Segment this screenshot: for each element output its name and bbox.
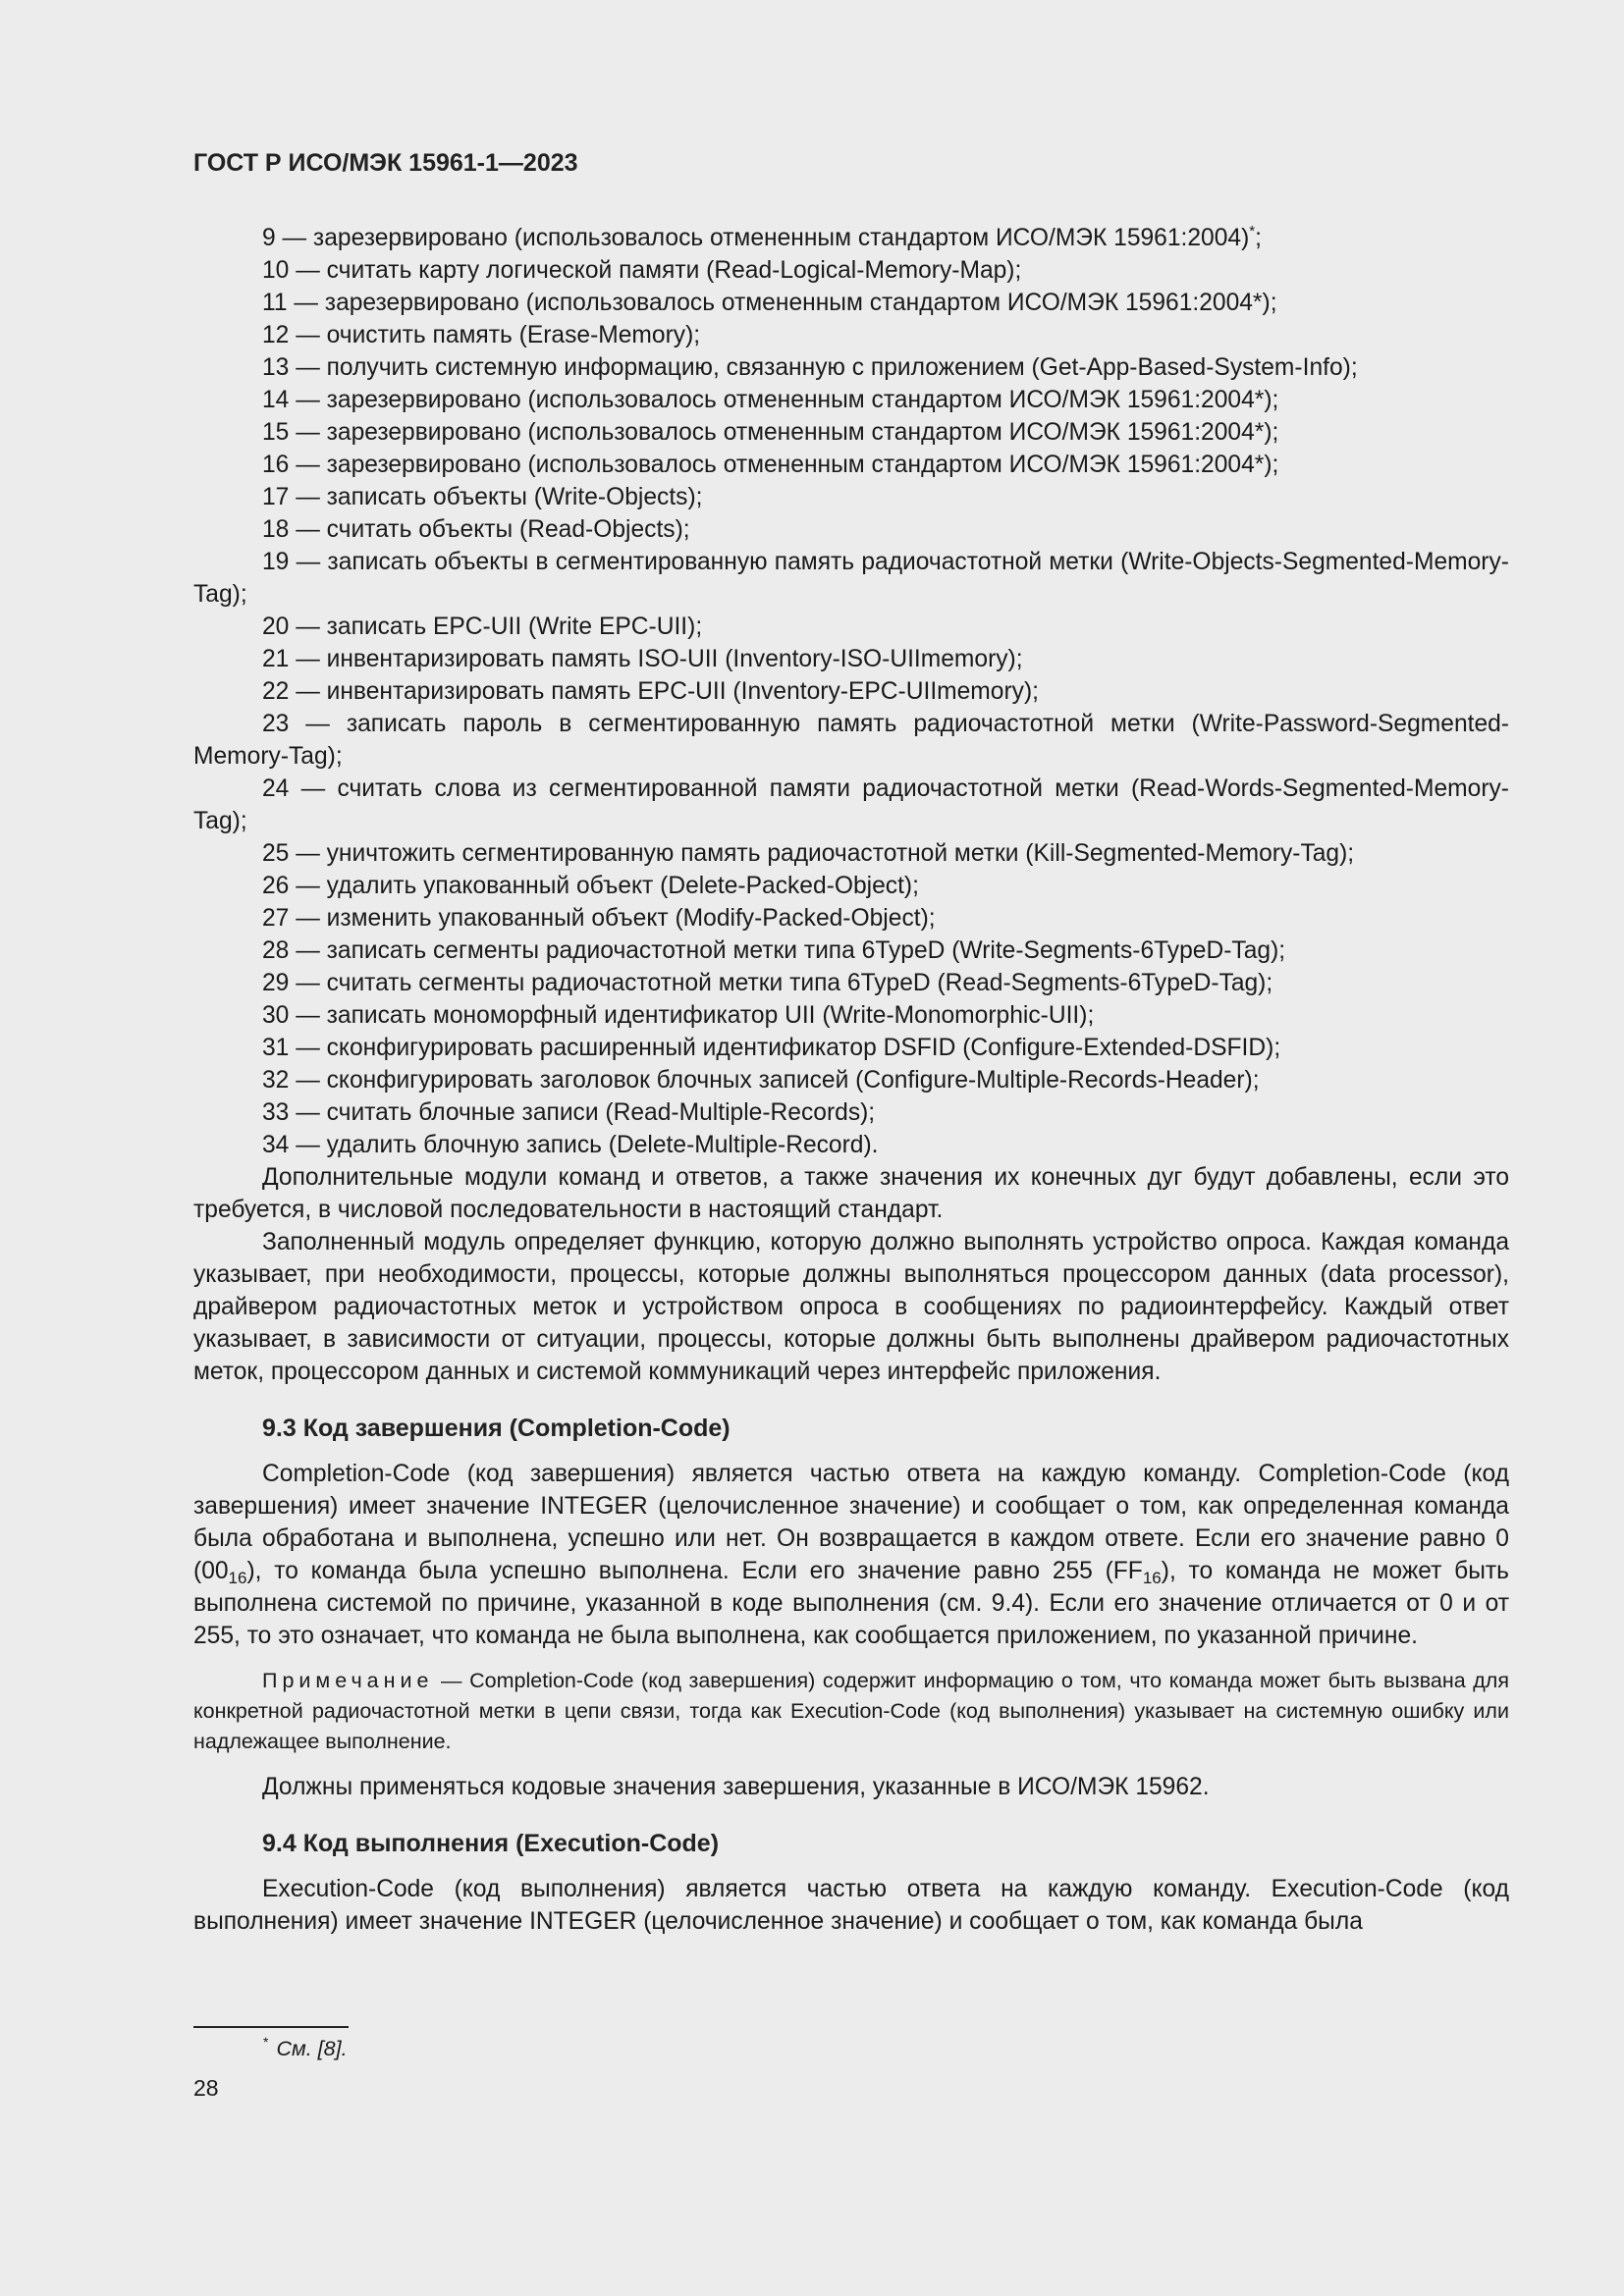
list-item [193, 319, 1509, 351]
list-item-text: 24 — считать слова из сегментированной памяти радиочастотной метки (Read-Words-Segmented-Memory-Tag); [193, 775, 1509, 834]
list-item [193, 999, 1509, 1032]
page-header: ГОСТ Р ИСО/МЭК 15961-1—2023 [193, 149, 578, 177]
list-item [193, 287, 1509, 319]
list-item-text: 18 — считать объекты (Read-Objects); [262, 516, 690, 543]
paragraph-completion-values: Должны применяться кодовые значения завершения, указанные в ИСО/МЭК 15962. [262, 1774, 1210, 1800]
list-item [193, 870, 1509, 902]
list-item [193, 384, 1509, 416]
list-item-text: 30 — записать мономорфный идентификатор UII (Write-Monomorphic-UII); [262, 1002, 1095, 1029]
list-item [193, 416, 1509, 449]
list-item [193, 708, 1509, 773]
text-segment: ), то команда была успешно выполнена. Если его значение равно 255 (FF [246, 1558, 1143, 1584]
list-item-text: 14 — зарезервировано (использовалось отмененным стандартом ИСО/МЭК 15961:2004*); [262, 387, 1279, 413]
text-segment: Completion-Code (код завершения) является частью ответа на каждую команду. Completion-Code (код завершения) имеет значение INTEGER (целочисленное значение) и сообщает о том, как определенная команда была обработана и выполнена, успешно или нет. Он возвращается в каждом ответе. Если его значение равно 0 (00 [193, 1461, 1509, 1584]
list-item [193, 967, 1509, 999]
list-item-text: 33 — считать блочные записи (Read-Multiple-Records); [262, 1099, 876, 1126]
list-item [193, 773, 1509, 837]
list-item [193, 1096, 1509, 1129]
list-item [193, 837, 1509, 870]
list-item [193, 902, 1509, 934]
list-item-text: 9 — зарезервировано (использовалось отмененным стандартом ИСО/МЭК 15961:2004) [262, 225, 1250, 251]
list-item-text: 12 — очистить память (Erase-Memory); [262, 322, 701, 348]
list-item-text: 32 — сконфигурировать заголовок блочных записей (Configure-Multiple-Records-Header); [262, 1067, 1260, 1094]
paragraph-execution-code: Execution-Code (код выполнения) является частью ответа на каждую команду. Execution-Code (код выполнения) имеет значение INTEGER (целочисленное значение) и сообщает о том, как команда была [193, 1876, 1509, 1935]
list-item [193, 546, 1509, 611]
list-item [193, 1064, 1509, 1096]
list-item-text: 19 — записать объекты в сегментированную память радиочастотной метки (Write-Objects-Segmented-Memory-Tag); [193, 549, 1509, 608]
footnote-text: См. [8]. [276, 2037, 348, 2060]
list-item [193, 643, 1509, 675]
paragraph-completion-code [193, 1458, 1509, 1652]
list-item [193, 351, 1509, 384]
list-item-text: 27 — изменить упакованный объект (Modify-Packed-Object); [262, 905, 936, 932]
list-item-text: 29 — считать сегменты радиочастотной метки типа 6TypeD (Read-Segments-6TypeD-Tag); [262, 970, 1273, 996]
paragraph-additional: Дополнительные модули команд и ответов, а также значения их конечных дуг будут добавлены, если это требуется, в числовой последовательности в настоящий стандарт. [193, 1164, 1509, 1223]
footnote-ref: * [1249, 223, 1256, 240]
note-label: Примечание [262, 1669, 434, 1692]
list-item-tail: ; [1255, 225, 1262, 251]
note-text: — Completion-Code (код завершения) содержит информацию о том, что команда может быть вызвана для конкретной радиочастотной метки в цепи связи, тогда как Execution-Code (код выполнения) указывает на системную ошибку или надлежащее выполнение. [193, 1669, 1509, 1753]
list-item [193, 611, 1509, 643]
list-item [193, 934, 1509, 967]
list-item-text: 22 — инвентаризировать память EPC-UII (Inventory-EPC-UIImemory); [262, 678, 1039, 705]
list-item-text: 23 — записать пароль в сегментированную память радиочастотной метки (Write-Password-Segmented-Memory-Tag); [193, 711, 1509, 770]
list-item [193, 1129, 1509, 1161]
list-item [193, 254, 1509, 287]
list-item-text: 25 — уничтожить сегментированную память радиочастотной метки (Kill-Segmented-Memory-Tag); [262, 840, 1355, 867]
list-item-text: 15 — зарезервировано (использовалось отмененным стандартом ИСО/МЭК 15961:2004*); [262, 419, 1279, 446]
text-segment: ), то команда не может быть выполнена системой по причине, указанной в коде выполнения (см. 9.4). Если его значение отличается от 0 и от 255, то это означает, что команда не была выполнена, как сообщается приложением, по указанной причине. [193, 1558, 1509, 1649]
list-item [193, 513, 1509, 546]
list-item-text: 26 — удалить упакованный объект (Delete-Packed-Object); [262, 873, 919, 899]
list-item-text: 20 — записать EPC-UII (Write EPC-UII); [262, 614, 703, 640]
page-content [193, 222, 1509, 1938]
list-item-text: 17 — записать объекты (Write-Objects); [262, 484, 703, 510]
note-paragraph [193, 1666, 1509, 1757]
footnote-mark: * [263, 2034, 269, 2050]
list-item-text: 34 — удалить блочную запись (Delete-Multiple-Record). [262, 1132, 879, 1158]
list-item [193, 449, 1509, 481]
list-item [193, 222, 1509, 254]
footnote-divider [193, 2026, 349, 2028]
list-item [193, 1032, 1509, 1064]
list-item-text: 28 — записать сегменты радиочастотной метки типа 6TypeD (Write-Segments-6TypeD-Tag); [262, 937, 1286, 964]
subscript: 16 [1142, 1569, 1162, 1587]
list-item [193, 675, 1509, 708]
list-item-text: 10 — считать карту логической памяти (Read-Logical-Memory-Map); [262, 257, 1022, 284]
paragraph-module: Заполненный модуль определяет функцию, которую должно выполнять устройство опроса. Каждая команда указывает, при необходимости, процессы, которые должны выполняться процессором данных (data processor), драйвером радиочастотных меток и устройством опроса в сообщениях по радиоинтерфейсу. Каждый ответ указывает, в зависимости от ситуации, процессы, которые должны быть выполнены драйвером радиочастотных меток, процессором данных и системой коммуникаций через интерфейс приложения. [193, 1229, 1509, 1385]
section-heading-9-4: 9.4 Код выполнения (Execution-Code) [262, 1830, 720, 1857]
command-list [193, 222, 1509, 1161]
list-item [193, 481, 1509, 513]
list-item-text: 13 — получить системную информацию, связанную с приложением (Get-App-Based-System-Info); [262, 354, 1358, 381]
subscript: 16 [228, 1569, 247, 1587]
list-item-text: 11 — зарезервировано (использовалось отмененным стандартом ИСО/МЭК 15961:2004*); [262, 290, 1277, 316]
list-item-text: 21 — инвентаризировать память ISO-UII (Inventory-ISO-UIImemory); [262, 646, 1023, 672]
page-number: 28 [193, 2075, 219, 2101]
section-heading-9-3: 9.3 Код завершения (Completion-Code) [262, 1415, 731, 1442]
list-item-text: 31 — сконфигурировать расширенный идентификатор DSFID (Configure-Extended-DSFID); [262, 1035, 1281, 1061]
list-item-text: 16 — зарезервировано (использовалось отмененным стандартом ИСО/МЭК 15961:2004*); [262, 452, 1279, 478]
footnote [263, 2034, 348, 2063]
